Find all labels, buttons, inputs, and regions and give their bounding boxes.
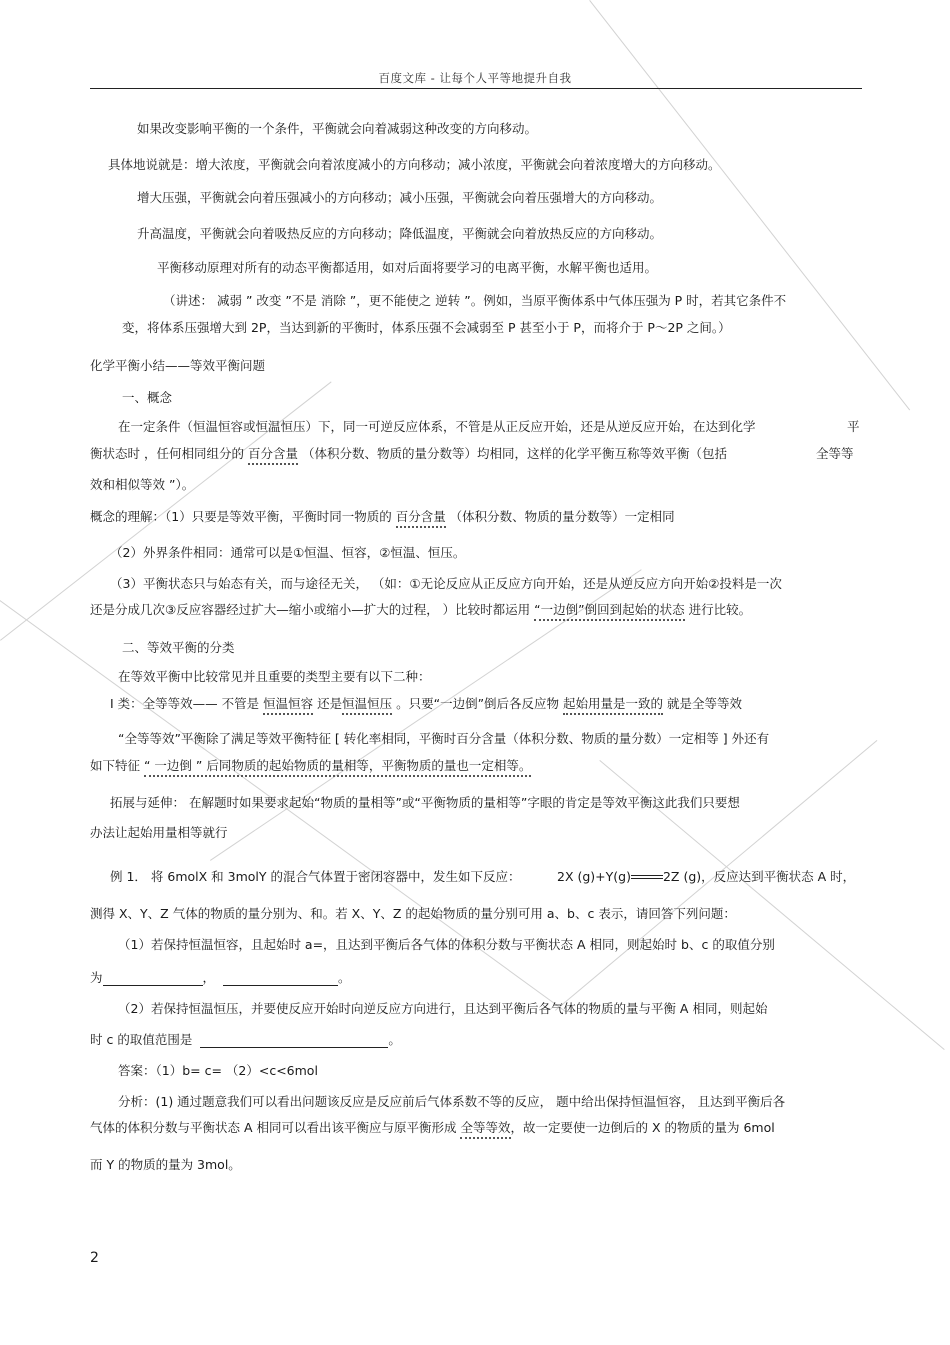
- header-rule: [90, 88, 862, 89]
- text-line: 变，将体系压强增大到 2P，当达到新的平衡时，体系压强不会减弱至 P 甚至小于 P，而将介于 P～2P 之间。）: [122, 320, 731, 335]
- text-line: 在一定条件（恒温恒容或恒温恒压）下，同一可逆反应体系，不管是从正反应开始，还是从逆反应开始，在达到化学: [118, 419, 756, 434]
- emphasis-dots: 全等等效: [460, 1120, 510, 1139]
- text-run: 。只要“一边倒”倒后各反应物: [392, 696, 564, 711]
- text-line: 拓展与延伸： 在解题时如果要求起始“物质的量相等”或“平衡物质的量相等”字眼的肯定是等效平衡这此我们只要想: [110, 795, 740, 810]
- answer-blank[interactable]: [200, 1034, 388, 1048]
- text-line: [90, 444, 727, 462]
- text-line: 增大压强，平衡就会向着压强减小的方向移动；减小压强，平衡就会向着压强增大的方向移动。: [137, 190, 663, 205]
- equation-reactants: 2X (g)+Y(g): [557, 869, 631, 884]
- text-line: [90, 1030, 401, 1048]
- emphasis-dots: 恒温恒压: [342, 696, 392, 715]
- answer-blank[interactable]: [103, 972, 203, 986]
- text-run: 例 1． 将 6molX 和 3molY 的混合气体置于密闭容器中，发生如下反应：: [110, 869, 521, 884]
- text-run: ，反应达到平衡状态 A 时，: [701, 869, 856, 884]
- text-line: [90, 968, 351, 986]
- text-run: 就是全等等效: [663, 696, 743, 711]
- text-run: 进行比较。: [684, 602, 752, 617]
- text-run: 为: [90, 970, 103, 985]
- text-run: 如下特征: [90, 758, 144, 773]
- text-line: 全等等: [816, 446, 854, 461]
- emphasis-dots: “ 一边倒 ” 后同物质的起始物质的量相等，平衡物质的量也一定相等。: [144, 758, 531, 777]
- text-run: 还是分成几次③反应容器经过扩大—缩小或缩小—扩大的过程， ）比较时都运用: [90, 602, 535, 617]
- page-number: 2: [90, 1250, 99, 1266]
- text-line: 效和相似等效 ”）。: [90, 477, 195, 492]
- text-run: I 类：全等等效—— 不管是: [110, 696, 264, 711]
- text-line: 在等效平衡中比较常见并且重要的类型主要有以下二种：: [118, 669, 431, 684]
- text-line: “全等等效”平衡除了满足等效平衡特征 [ 转化率相同，平衡时百分含量（体积分数、物质的量分数）一定相等 ] 外还有: [118, 731, 770, 746]
- text-line: 办法让起始用量相等就行: [90, 825, 228, 840]
- text-line: 升高温度，平衡就会向着吸热反应的方向移动；降低温度，平衡就会向着放热反应的方向移动。: [137, 226, 663, 241]
- equilibrium-arrow-icon: [631, 873, 663, 883]
- emphasis-dots: 恒温恒容: [263, 696, 313, 715]
- text-line: [90, 1118, 775, 1136]
- text-line: （2）若保持恒温恒压，并要使反应开始时向逆反应方向进行，且达到平衡后各气体的物质的量与平衡 A 相同，则起始: [118, 1001, 768, 1016]
- text-line: 分析：(1) 通过题意我们可以看出问题该反应是反应前后气体系数不等的反应， 题中给出保持恒温恒容， 且达到平衡后各: [118, 1094, 786, 1109]
- emphasis-dots: 百分含量: [248, 446, 298, 465]
- text-run: ，: [202, 970, 216, 985]
- text-line: （3）平衡状态只与始态有关，而与途径无关， （如：①无论反应从正反应方向开始，还是从逆反应方向开始②投料是一次: [110, 576, 782, 591]
- text-run: （体积分数、物质的量分数等）均相同，这样的化学平衡互称等效平衡（包括: [297, 446, 727, 461]
- text-line: [90, 600, 751, 618]
- subsection-title: 二、等效平衡的分类: [122, 640, 235, 655]
- answer-blank[interactable]: [223, 972, 338, 986]
- text-line: 平: [847, 419, 860, 434]
- page-header: 百度文库 - 让每个人平等地提升自我: [378, 71, 572, 85]
- equation-products: 2Z (g): [662, 869, 702, 884]
- section-title: 化学平衡小结——等效平衡问题: [90, 358, 266, 373]
- text-run: 还是: [313, 696, 343, 711]
- text-line: （2）外界条件相同：通常可以是①恒温、恒容，②恒温、恒压。: [110, 545, 466, 560]
- text-line: 如果改变影响平衡的一个条件，平衡就会向着减弱这种改变的方向移动。: [137, 121, 538, 136]
- text-run: 衡状态时 ，任何相同组分的: [90, 446, 248, 461]
- equation: [557, 867, 855, 885]
- text-line: [90, 756, 531, 774]
- text-run: （体积分数、物质的量分数等）一定相同: [445, 509, 675, 524]
- text-run: ，故一定要使一边倒后的 X 的物质的量为 6mol: [510, 1120, 775, 1135]
- text-line: 平衡移动原理对所有的动态平衡都适用，如对后面将要学习的电离平衡，水解平衡也适用。: [157, 260, 658, 275]
- text-run: 。: [338, 970, 351, 985]
- text-line: （1）若保持恒温恒容，且起始时 a=，且达到平衡后各气体的体积分数与平衡状态 A 相同，则起始时 b、c 的取值分别: [118, 937, 775, 952]
- text-line: [90, 507, 675, 525]
- answer-line: 答案：（1）b= c= （2）<c<6mol: [118, 1063, 318, 1078]
- text-line: （讲述： 减弱 ” 改变 ”不是 消除 ”，更不能使之 逆转 ”。例如，当原平衡体系中气体压强为 P 时，若其它条件不: [163, 293, 787, 308]
- emphasis-dots: 百分含量: [396, 509, 446, 528]
- subsection-title: 一、概念: [122, 390, 173, 405]
- emphasis-dots: 起始用量是一致的: [563, 696, 663, 715]
- text-line: 具体地说就是：增大浓度，平衡就会向着浓度减小的方向移动；减小浓度，平衡就会向着浓度增大的方向移动。: [108, 157, 721, 172]
- text-run: 气体的体积分数与平衡状态 A 相同可以看出该平衡应与原平衡形成: [90, 1120, 461, 1135]
- text-line: 而 Y 的物质的量为 3mol。: [90, 1157, 241, 1172]
- text-line: [110, 694, 742, 712]
- text-run: 时 c 的取值范围是: [90, 1032, 193, 1047]
- text-run: 。: [388, 1032, 401, 1047]
- text-line: [110, 867, 521, 885]
- text-line: 测得 X、Y、Z 气体的物质的量分别为、和。若 X、Y、Z 的起始物质的量分别可用 a、b、c 表示，请回答下列问题：: [90, 906, 736, 921]
- emphasis-dots: “一边倒”倒回到起始的状态: [534, 602, 684, 621]
- text-run: 概念的理解：（1）只要是等效平衡，平衡时同一物质的: [90, 509, 396, 524]
